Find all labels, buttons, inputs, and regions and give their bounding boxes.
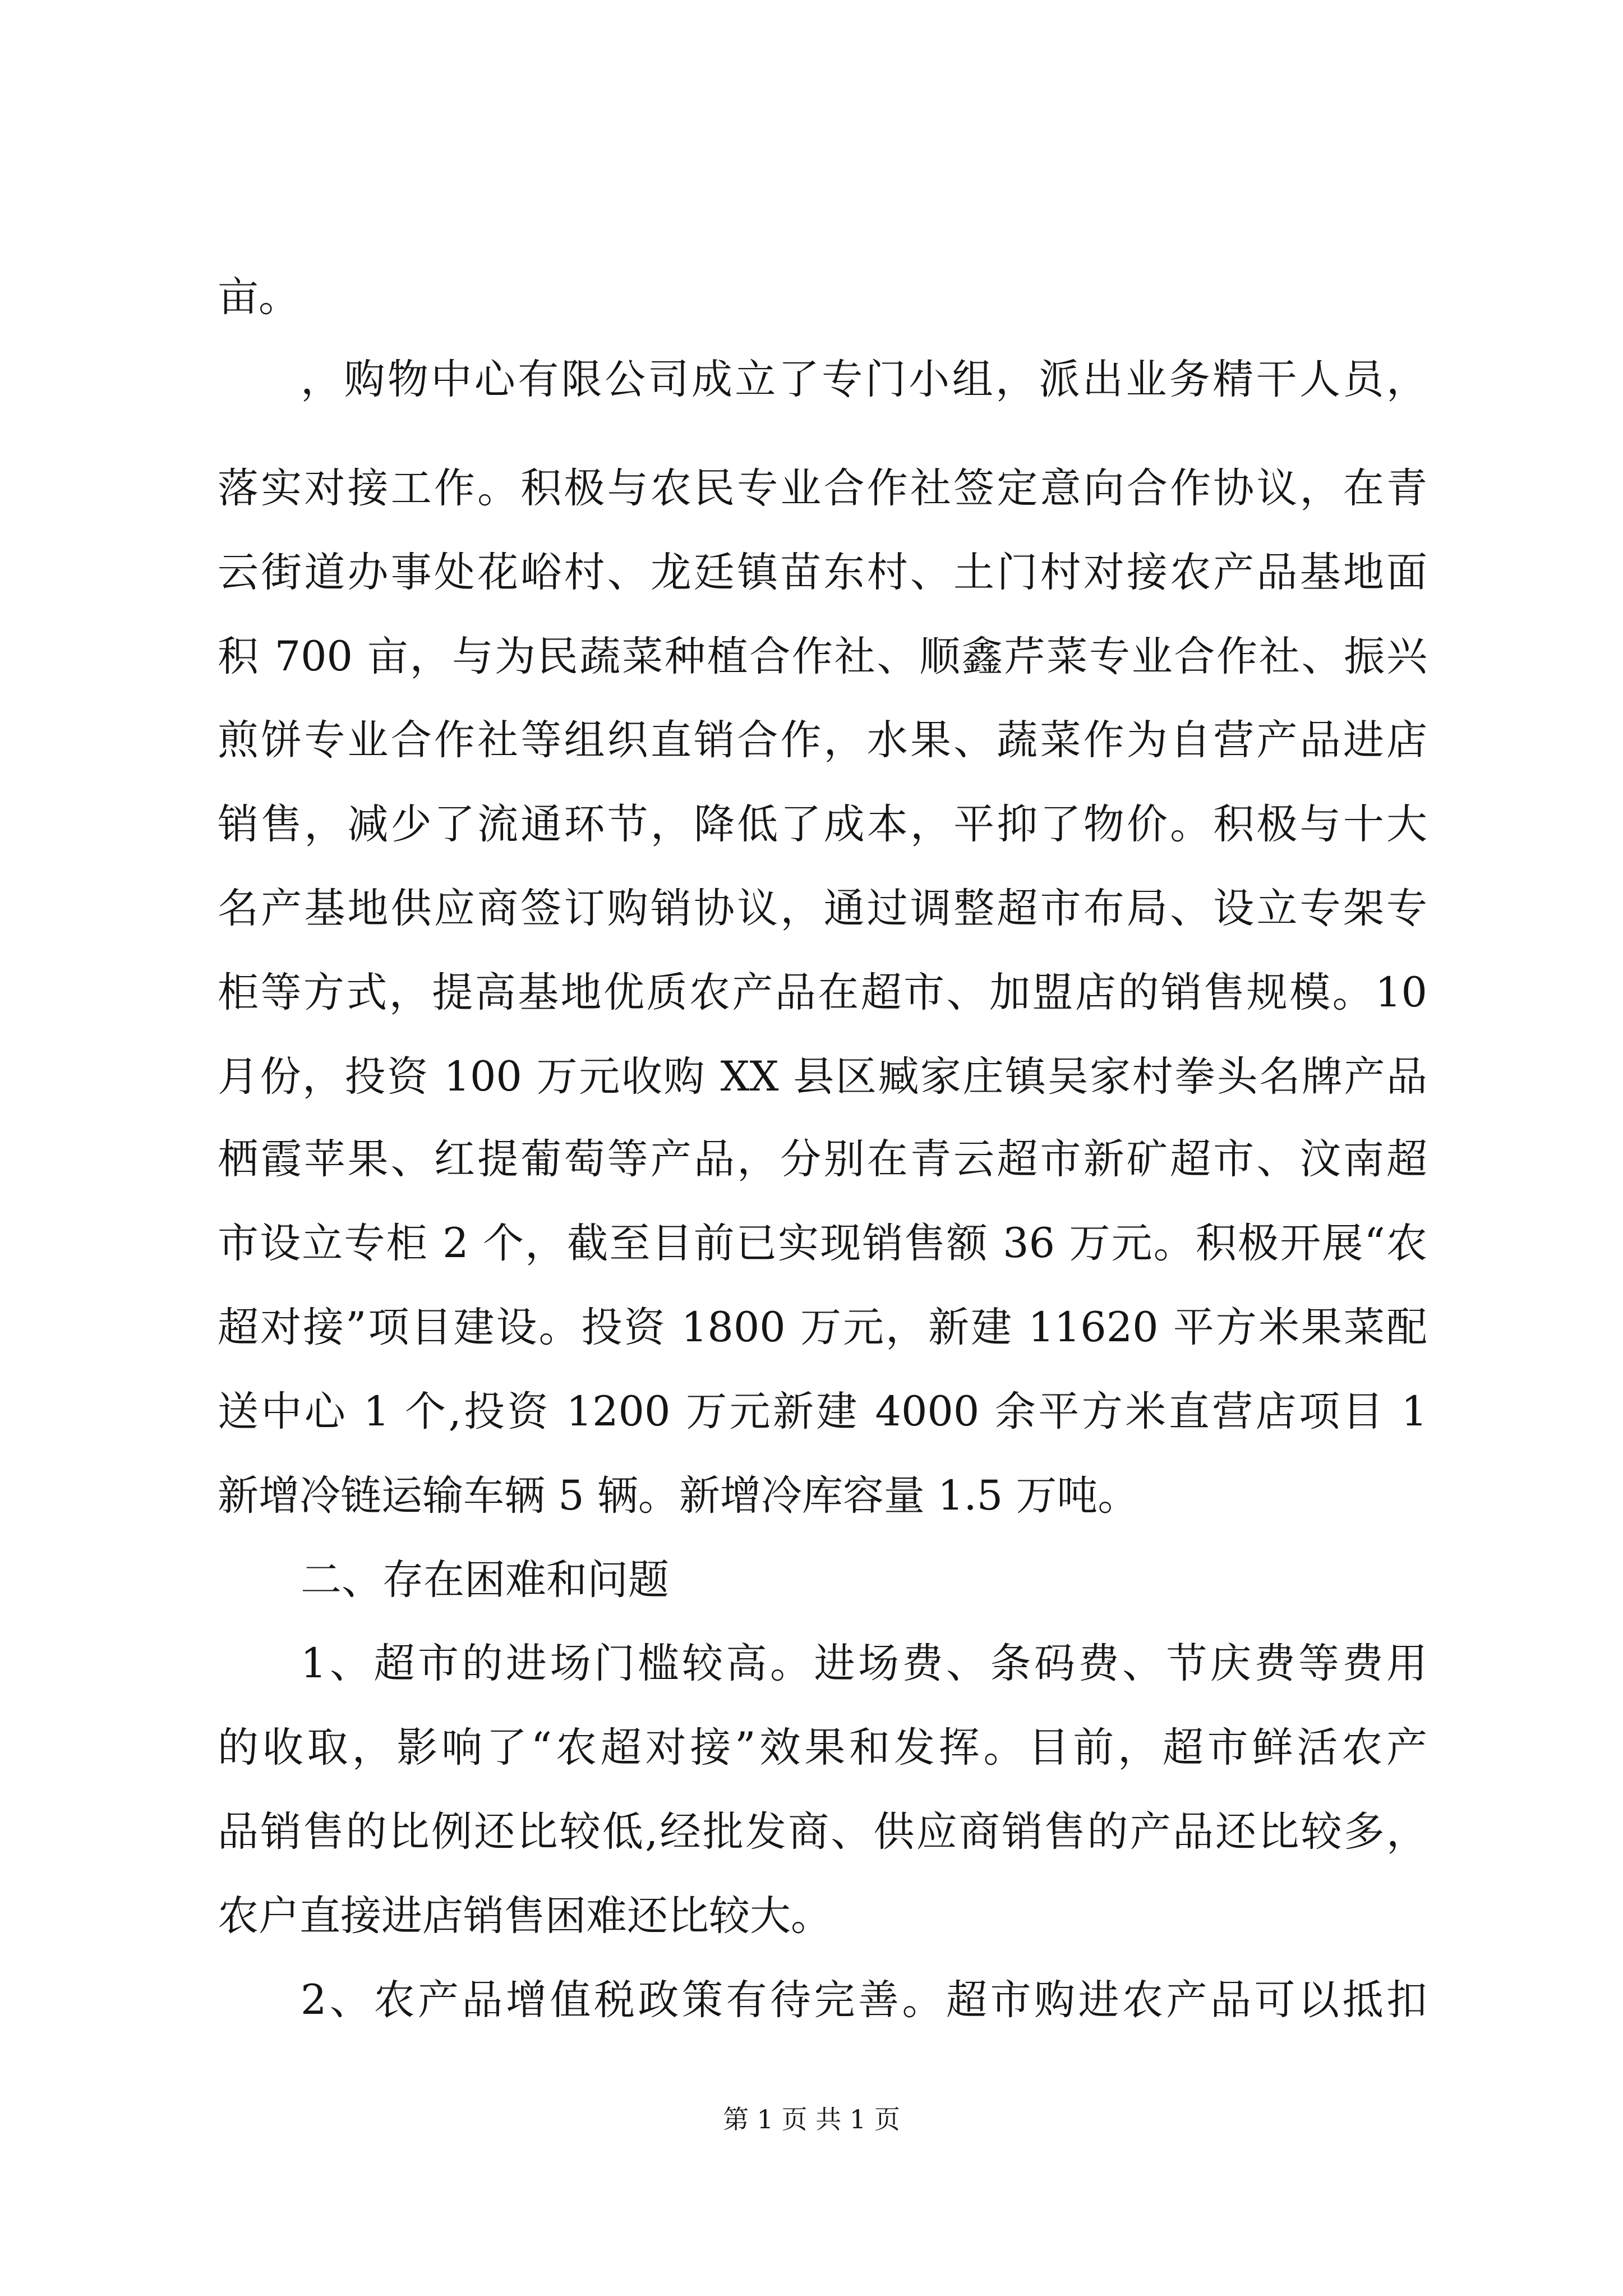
text-line: 煎饼专业合作社等组织直销合作，水果、蔬菜作为自营产品进店 — [218, 716, 1427, 764]
text-line: 落实对接工作。积极与农民专业合作社签定意向合作协议，在青 — [218, 464, 1427, 512]
text-line: 农户直接进店销售困难还比较大。 — [218, 1892, 832, 1940]
text-line: 月份，投资 100 万元收购 XX 县区臧家庄镇吴家村拳头名牌产品 — [218, 1053, 1427, 1101]
section-heading: 二、存在困难和问题 — [301, 1556, 669, 1604]
paragraph-first-line: 1、超市的进场门槛较高。进场费、条码费、节庆费等费用 — [301, 1640, 1427, 1687]
text-line: 柜等方式，提高基地优质农产品在超市、加盟店的销售规模。10 — [218, 969, 1427, 1016]
text-line: 积 700 亩，与为民蔬菜种植合作社、顺鑫芹菜专业合作社、振兴 — [218, 633, 1427, 680]
paragraph-first-line: 2、农产品增值税政策有待完善。超市购进农产品可以抵扣 — [301, 1976, 1427, 2024]
text-line: 亩。 — [218, 273, 299, 321]
paragraph-first-line: ，购物中心有限公司成立了专门小组，派出业务精干人员， — [301, 356, 1427, 403]
text-line: 栖霞苹果、红提葡萄等产品，分别在青云超市新矿超市、汶南超 — [218, 1135, 1427, 1183]
text-line: 销售，减少了流通环节，降低了成本，平抑了物价。积极与十大 — [218, 800, 1427, 848]
text-line: 品销售的比例还比较低,经批发商、供应商销售的产品还比较多， — [218, 1808, 1427, 1856]
text-line: 新增冷链运输车辆 5 辆。新增冷库容量 1.5 万吨。 — [218, 1472, 1139, 1520]
text-line: 的收取，影响了“农超对接”效果和发挥。目前，超市鲜活农产 — [218, 1724, 1427, 1772]
text-line: 市设立专柜 2 个，截至目前已实现销售额 36 万元。积极开展“农 — [218, 1220, 1427, 1267]
text-line: 超对接”项目建设。投资 1800 万元，新建 11620 平方米果菜配 — [218, 1304, 1427, 1351]
page-number-footer: 第 1 页 共 1 页 — [723, 2104, 900, 2134]
text-line: 送中心 1 个,投资 1200 万元新建 4000 余平方米直营店项目 1 — [218, 1388, 1427, 1435]
text-line: 云街道办事处花峪村、龙廷镇苗东村、土门村对接农产品基地面 — [218, 549, 1427, 596]
text-line: 名产基地供应商签订购销协议，通过调整超市布局、设立专架专 — [218, 885, 1427, 932]
